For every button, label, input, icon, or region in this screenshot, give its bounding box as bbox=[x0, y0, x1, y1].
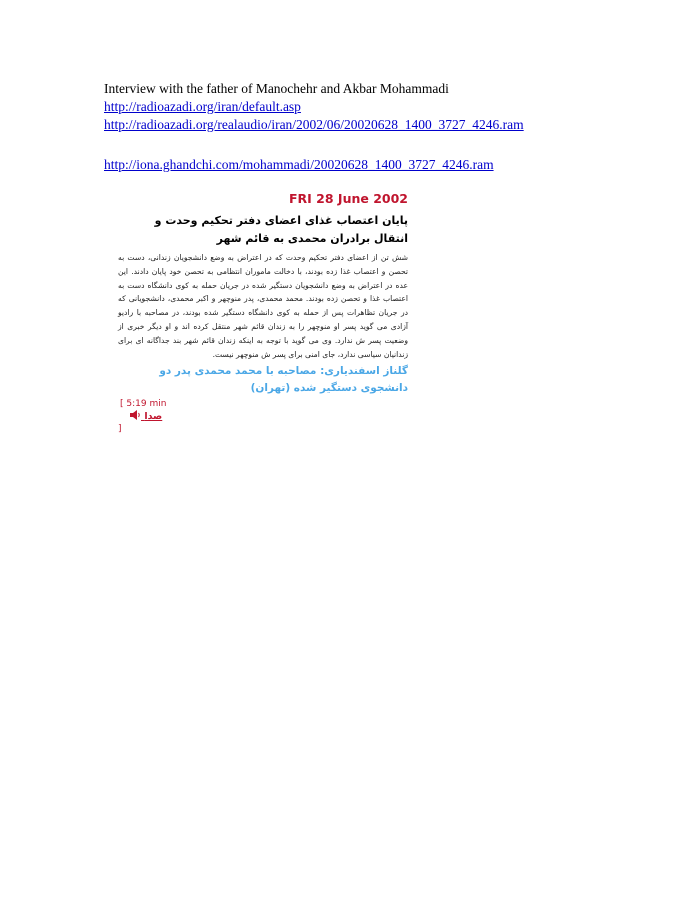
spacer bbox=[104, 134, 664, 156]
speaker-icon bbox=[130, 410, 141, 420]
audio-row bbox=[118, 398, 408, 435]
ghandchi-audio-link[interactable]: http://iona.ghandchi.com/mohammadi/20020628_1400_3727_4246.ram bbox=[104, 157, 494, 172]
audio-play-link[interactable] bbox=[128, 410, 162, 423]
article-body: شش تن از اعضای دفتر تحکیم وحدت که در اعتراض به وضع دانشجویان زندانی، دست به تحصن و اعتصاب غذا زده بودند، با دخالت ماموران انتظامی به تحصن خود پایان دادند. این عده در اعتراض به وضع دانشجویان دستگیر شده در جریان حمله به کوی دانشگاه دست به اعتصاب غذا و تحصن زده بودند. محمد محمدی، پدر منوچهر و اکبر محمدی، دانشجویانی که در جریان تظاهرات پس از حمله به کوی دانشگاه دستگیر شده بودند، در مصاحبه با رادیو آزادی می گوید پسر او منوچهر را به زندان قائم شهر منتقل کرده اند و او دیگر خبری از وضعیت پسر ش ندارد. وی می گوید با توجه به اینکه زندان قائم شهر بند جداگانه ای برای زندانیان سیاسی ندارد، جای امنی برای پسر ش منوچهر نیست. bbox=[118, 253, 408, 359]
radioazadi-audio-link[interactable]: http://radioazadi.org/realaudio/iran/2002/06/20020628_1400_3727_4246.ram bbox=[104, 117, 524, 132]
news-article bbox=[118, 190, 408, 435]
audio-duration: [ 5:19 min bbox=[120, 399, 167, 410]
header-block bbox=[104, 80, 664, 174]
article-date: FRI 28 June 2002 bbox=[289, 191, 408, 206]
interview-subtitle[interactable]: گلناز اسفندیاری: مصاحبه با محمد محمدی پدر دو دانشجوی دستگیر شده (تهران) bbox=[159, 365, 408, 395]
radioazadi-home-link[interactable]: http://radioazadi.org/iran/default.asp bbox=[104, 99, 301, 114]
article-title: پایان اعتصاب غذای اعضای دفتر تحکیم وحدت و انتقال برادران محمدی به قائم شهر bbox=[154, 214, 408, 245]
closing-bracket: ] bbox=[118, 424, 122, 435]
page-title: Interview with the father of Manochehr and Akbar Mohammadi bbox=[104, 81, 449, 96]
audio-link-label: صدا bbox=[144, 411, 163, 423]
